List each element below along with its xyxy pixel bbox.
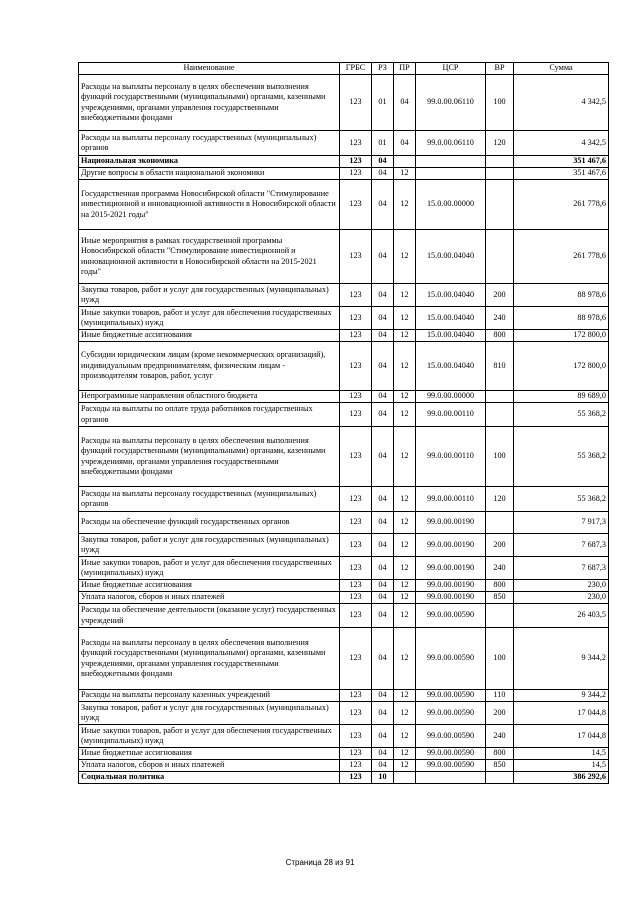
row-pr: 12: [394, 748, 416, 760]
row-csr: 15.0.00.00000: [416, 180, 486, 230]
row-grbs: 123: [340, 772, 372, 784]
row-vr: 810: [486, 342, 514, 391]
table-row: [79, 307, 609, 330]
row-name: Другие вопросы в области национальной экономики: [79, 168, 340, 180]
row-grbs: 123: [340, 557, 372, 580]
row-vr: 800: [486, 330, 514, 342]
row-sum: 55 368,2: [514, 427, 609, 487]
row-grbs: 123: [340, 748, 372, 760]
row-name: Иные бюджетные ассигнования: [79, 748, 340, 760]
row-vr: 850: [486, 592, 514, 604]
row-vr: 100: [486, 427, 514, 487]
row-sum: 17 044,8: [514, 725, 609, 748]
row-csr: 99.0.00.00110: [416, 487, 486, 512]
row-name: Расходы на выплаты персоналу в целях обеспечения выполнения функций государственными (муниципальными) органами, казенными учреждениями, органами управления государственными внебюджетными фондами: [79, 427, 340, 487]
row-csr: 99.0.00.06110: [416, 131, 486, 156]
row-pr: 12: [394, 284, 416, 307]
row-name: Социальная политика: [79, 772, 340, 784]
table-row: [79, 403, 609, 427]
row-sum: 9 344,2: [514, 628, 609, 690]
row-pr: 12: [394, 180, 416, 230]
header-rz: РЗ: [372, 63, 394, 75]
row-sum: 7 687,3: [514, 557, 609, 580]
row-sum: 351 467,6: [514, 156, 609, 168]
row-name: Закупка товаров, работ и услуг для государственных (муниципальных) нужд: [79, 534, 340, 557]
header-grbs: ГРБС: [340, 63, 372, 75]
table-row: [79, 487, 609, 512]
row-vr: [486, 512, 514, 534]
row-sum: 26 403,5: [514, 604, 609, 628]
row-csr: 99.0.00.00590: [416, 604, 486, 628]
row-name: Государственная программа Новосибирской области "Стимулирование инвестиционной и инновационной активности в Новосибирской области на 2015-2021 годы": [79, 180, 340, 230]
row-csr: 15.0.00.04040: [416, 230, 486, 284]
row-name: Непрограммные направления областного бюджета: [79, 391, 340, 403]
row-sum: 14,5: [514, 760, 609, 772]
row-name: Иные бюджетные ассигнования: [79, 330, 340, 342]
row-sum: 17 044,8: [514, 702, 609, 725]
table-row: [79, 75, 609, 131]
row-name: Уплата налогов, сборов и иных платежей: [79, 592, 340, 604]
table-row: [79, 512, 609, 534]
row-vr: 110: [486, 690, 514, 702]
row-pr: 12: [394, 557, 416, 580]
row-grbs: 123: [340, 342, 372, 391]
row-grbs: 123: [340, 284, 372, 307]
row-rz: 10: [372, 772, 394, 784]
row-grbs: 123: [340, 403, 372, 427]
row-rz: 04: [372, 690, 394, 702]
header-name: Наименование: [79, 63, 340, 75]
row-sum: 9 344,2: [514, 690, 609, 702]
table-row: [79, 702, 609, 725]
table-row: [79, 592, 609, 604]
row-csr: 99.0.00.06110: [416, 75, 486, 131]
row-grbs: 123: [340, 330, 372, 342]
row-vr: 800: [486, 748, 514, 760]
row-csr: [416, 772, 486, 784]
row-pr: 12: [394, 307, 416, 330]
row-sum: 230,0: [514, 592, 609, 604]
row-csr: 99.0.00.00590: [416, 748, 486, 760]
row-grbs: 123: [340, 725, 372, 748]
row-sum: 89 689,0: [514, 391, 609, 403]
row-rz: 04: [372, 760, 394, 772]
row-vr: [486, 391, 514, 403]
row-vr: 800: [486, 580, 514, 592]
row-vr: [486, 156, 514, 168]
row-vr: [486, 230, 514, 284]
row-pr: 12: [394, 403, 416, 427]
row-pr: 12: [394, 487, 416, 512]
row-csr: 99.0.00.00000: [416, 391, 486, 403]
row-grbs: 123: [340, 391, 372, 403]
row-grbs: 123: [340, 592, 372, 604]
row-name: Иные закупки товаров, работ и услуг для обеспечения государственных (муниципальных) нужд: [79, 557, 340, 580]
header-csr: ЦСР: [416, 63, 486, 75]
row-csr: 15.0.00.04040: [416, 307, 486, 330]
row-name: Закупка товаров, работ и услуг для государственных (муниципальных) нужд: [79, 284, 340, 307]
row-name: Субсидии юридическим лицам (кроме некоммерческих организаций), индивидуальным предпринимателям, физическим лицам - производителям товаров, работ, услуг: [79, 342, 340, 391]
row-grbs: 123: [340, 702, 372, 725]
row-grbs: 123: [340, 230, 372, 284]
row-pr: 12: [394, 168, 416, 180]
row-pr: 12: [394, 725, 416, 748]
row-pr: 12: [394, 342, 416, 391]
table-row: [79, 690, 609, 702]
row-rz: 04: [372, 580, 394, 592]
row-grbs: 123: [340, 512, 372, 534]
header-sum: Сумма: [514, 63, 609, 75]
table-row: [79, 580, 609, 592]
row-vr: 200: [486, 702, 514, 725]
row-vr: 200: [486, 534, 514, 557]
table-row: [79, 604, 609, 628]
row-grbs: 123: [340, 487, 372, 512]
row-pr: 12: [394, 628, 416, 690]
row-name: Иные закупки товаров, работ и услуг для обеспечения государственных (муниципальных) нужд: [79, 725, 340, 748]
row-name: Расходы на выплаты персоналу государственных (муниципальных) органов: [79, 131, 340, 156]
table-row: [79, 557, 609, 580]
row-pr: 12: [394, 230, 416, 284]
row-pr: 12: [394, 702, 416, 725]
table-row: [79, 725, 609, 748]
row-sum: 351 467,6: [514, 168, 609, 180]
row-sum: 4 342,5: [514, 75, 609, 131]
row-csr: 99.0.00.00590: [416, 702, 486, 725]
row-grbs: 123: [340, 156, 372, 168]
row-rz: 04: [372, 592, 394, 604]
row-rz: 04: [372, 284, 394, 307]
row-csr: 99.0.00.00110: [416, 427, 486, 487]
table-row: [79, 748, 609, 760]
row-pr: 12: [394, 760, 416, 772]
table-body: [79, 75, 609, 784]
header-vr: ВР: [486, 63, 514, 75]
row-name: Национальная экономика: [79, 156, 340, 168]
row-grbs: 123: [340, 604, 372, 628]
row-pr: 04: [394, 131, 416, 156]
row-name: Расходы на обеспечение функций государственных органов: [79, 512, 340, 534]
table-row: [79, 168, 609, 180]
row-name: Расходы на выплаты по оплате труда работников государственных органов: [79, 403, 340, 427]
page-number: Страница 28 из 91: [285, 858, 355, 867]
row-sum: 88 978,6: [514, 284, 609, 307]
table-row: [79, 760, 609, 772]
row-rz: 04: [372, 702, 394, 725]
row-name: Закупка товаров, работ и услуг для государственных (муниципальных) нужд: [79, 702, 340, 725]
row-rz: 04: [372, 487, 394, 512]
row-rz: 04: [372, 534, 394, 557]
row-csr: 15.0.00.04040: [416, 284, 486, 307]
row-name: Иные закупки товаров, работ и услуг для обеспечения государственных (муниципальных) нужд: [79, 307, 340, 330]
table-row: [79, 230, 609, 284]
row-sum: 172 800,0: [514, 342, 609, 391]
row-vr: 200: [486, 284, 514, 307]
row-pr: 12: [394, 534, 416, 557]
row-name: Иные мероприятия в рамках государственной программы Новосибирской области "Стимулирование инвестиционной и инновационной активности в Новосибирской области на 2015-2021 годы": [79, 230, 340, 284]
row-pr: 12: [394, 391, 416, 403]
row-vr: [486, 403, 514, 427]
row-pr: 12: [394, 604, 416, 628]
header-pr: ПР: [394, 63, 416, 75]
row-csr: 99.0.00.00590: [416, 628, 486, 690]
table-row: [79, 330, 609, 342]
row-name: Расходы на выплаты персоналу казенных учреждений: [79, 690, 340, 702]
table-row: [79, 342, 609, 391]
row-pr: 12: [394, 427, 416, 487]
row-grbs: 123: [340, 427, 372, 487]
row-rz: 04: [372, 391, 394, 403]
row-rz: 04: [372, 725, 394, 748]
row-grbs: 123: [340, 307, 372, 330]
row-grbs: 123: [340, 760, 372, 772]
row-csr: 99.0.00.00190: [416, 592, 486, 604]
row-csr: 99.0.00.00190: [416, 557, 486, 580]
row-rz: 04: [372, 180, 394, 230]
row-csr: 99.0.00.00110: [416, 403, 486, 427]
row-pr: [394, 156, 416, 168]
row-rz: 04: [372, 168, 394, 180]
table-row: [79, 628, 609, 690]
row-grbs: 123: [340, 628, 372, 690]
row-csr: 99.0.00.00590: [416, 760, 486, 772]
row-csr: 99.0.00.00190: [416, 534, 486, 557]
row-sum: 172 800,0: [514, 330, 609, 342]
table-header-row: [79, 63, 609, 75]
row-pr: 12: [394, 512, 416, 534]
row-rz: 04: [372, 307, 394, 330]
row-name: Расходы на обеспечение деятельности (оказание услуг) государственных учреждений: [79, 604, 340, 628]
row-pr: 12: [394, 580, 416, 592]
row-csr: 99.0.00.00190: [416, 580, 486, 592]
row-csr: 15.0.00.04040: [416, 342, 486, 391]
row-sum: 14,5: [514, 748, 609, 760]
table-row: [79, 772, 609, 784]
row-vr: 240: [486, 557, 514, 580]
row-grbs: 123: [340, 168, 372, 180]
row-csr: [416, 156, 486, 168]
row-vr: 120: [486, 131, 514, 156]
row-rz: 04: [372, 604, 394, 628]
row-rz: 01: [372, 131, 394, 156]
row-grbs: 123: [340, 180, 372, 230]
row-name: Расходы на выплаты персоналу государственных (муниципальных) органов: [79, 487, 340, 512]
row-csr: [416, 168, 486, 180]
row-rz: 04: [372, 330, 394, 342]
row-rz: 04: [372, 342, 394, 391]
row-vr: 120: [486, 487, 514, 512]
row-vr: 240: [486, 307, 514, 330]
row-sum: 261 778,6: [514, 180, 609, 230]
row-name: Уплата налогов, сборов и иных платежей: [79, 760, 340, 772]
row-pr: 12: [394, 690, 416, 702]
row-pr: 12: [394, 592, 416, 604]
row-csr: 15.0.00.04040: [416, 330, 486, 342]
row-sum: 7 687,3: [514, 534, 609, 557]
row-csr: 99.0.00.00590: [416, 725, 486, 748]
row-sum: 4 342,5: [514, 131, 609, 156]
row-sum: 55 368,2: [514, 487, 609, 512]
row-sum: 7 917,3: [514, 512, 609, 534]
row-vr: 240: [486, 725, 514, 748]
row-sum: 55 368,2: [514, 403, 609, 427]
table-row: [79, 534, 609, 557]
row-vr: [486, 168, 514, 180]
row-name: Расходы на выплаты персоналу в целях обеспечения выполнения функций государственными (муниципальными) органами, казенными учреждениями, органами управления государственными внебюджетными фондами: [79, 628, 340, 690]
row-grbs: 123: [340, 75, 372, 131]
row-vr: [486, 772, 514, 784]
row-pr: 12: [394, 330, 416, 342]
row-vr: 100: [486, 628, 514, 690]
row-rz: 04: [372, 748, 394, 760]
row-rz: 04: [372, 557, 394, 580]
row-grbs: 123: [340, 580, 372, 592]
table-row: [79, 284, 609, 307]
row-vr: 100: [486, 75, 514, 131]
row-rz: 04: [372, 628, 394, 690]
row-sum: 230,0: [514, 580, 609, 592]
row-sum: 261 778,6: [514, 230, 609, 284]
row-vr: 850: [486, 760, 514, 772]
row-pr: [394, 772, 416, 784]
table-row: [79, 391, 609, 403]
row-rz: 04: [372, 156, 394, 168]
row-sum: 88 978,6: [514, 307, 609, 330]
row-name: Расходы на выплаты персоналу в целях обеспечения выполнения функций государственными (муниципальными) органами, казенными учреждениями, органами управления государственными внебюджетными фондами: [79, 75, 340, 131]
row-rz: 01: [372, 75, 394, 131]
row-rz: 04: [372, 512, 394, 534]
row-name: Иные бюджетные ассигнования: [79, 580, 340, 592]
row-vr: [486, 604, 514, 628]
row-grbs: 123: [340, 131, 372, 156]
table-row: [79, 156, 609, 168]
row-rz: 04: [372, 427, 394, 487]
row-pr: 04: [394, 75, 416, 131]
row-sum: 386 292,6: [514, 772, 609, 784]
row-csr: 99.0.00.00590: [416, 690, 486, 702]
row-rz: 04: [372, 403, 394, 427]
row-grbs: 123: [340, 534, 372, 557]
row-csr: 99.0.00.00190: [416, 512, 486, 534]
row-vr: [486, 180, 514, 230]
row-rz: 04: [372, 230, 394, 284]
table-row: [79, 427, 609, 487]
budget-table: [78, 62, 609, 784]
table-row: [79, 180, 609, 230]
table-row: [79, 131, 609, 156]
row-grbs: 123: [340, 690, 372, 702]
